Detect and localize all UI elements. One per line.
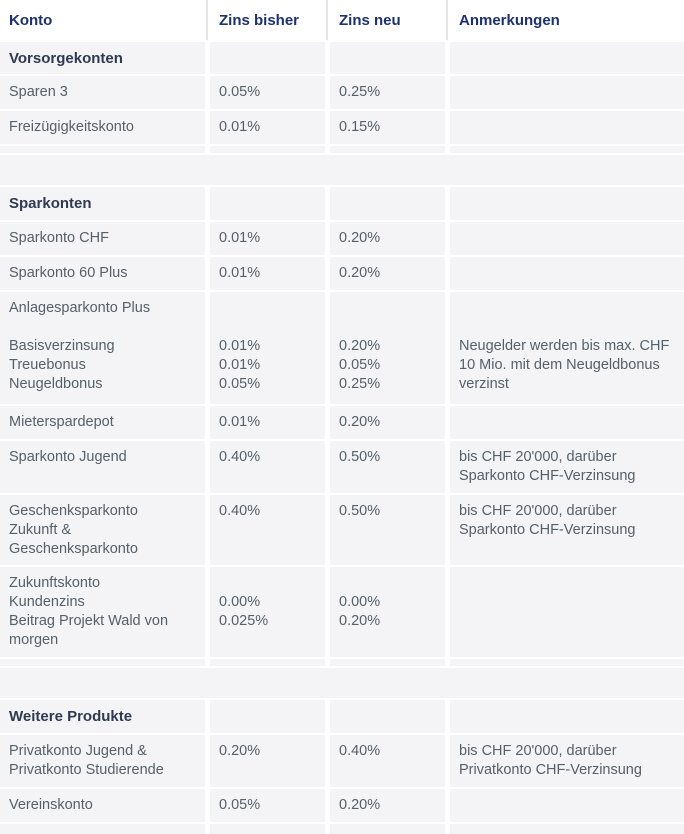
cell-anmerkungen [450,735,684,787]
cell-line: 0.05% [219,376,261,392]
cell-anmerkungen [450,567,684,657]
cell-line: 0.20% [339,613,381,629]
cell-text: 0.05% [219,84,261,100]
table-row [0,76,684,109]
cell-anmerkungen [450,257,684,290]
cell-line: Geschenksparkonto [9,503,138,519]
cell-text: Sparen 3 [9,84,68,100]
cell-line: Zukunftskonto [9,575,101,591]
cell-konto [0,406,205,439]
section-row [0,187,684,220]
cell-line: bis CHF 20'000, darüber [459,503,617,519]
cell-line: 0.20% [339,338,381,354]
cell-zins-neu [330,789,445,822]
cell-anmerkungen [450,789,684,822]
cell-zins-bisher [210,495,325,565]
cell-text: 0.40% [219,503,261,519]
cell-anmerkungen [450,406,684,439]
table-row [0,222,684,255]
cell-line: Zukunft & [9,522,72,538]
cell-text: 0.01% [219,119,261,135]
cell-line: Anlagesparkonto Plus [9,300,151,316]
table-row [0,567,684,657]
cell-anmerkungen [446,0,684,40]
cell-anmerkungen [450,659,684,666]
spacer-cells-row [0,146,684,153]
cell-line: 10 Mio. mit dem Neugeldbonus [459,357,660,373]
cell-anmerkungen [450,111,684,144]
spacer-cells-row [0,659,684,666]
cell-zins-neu [330,292,445,404]
cell-zins-neu [326,0,445,40]
cell-text: Mieterspardepot [9,414,114,430]
cell-line: Kundenzins [9,594,85,610]
cell-text: 0.20% [339,265,381,281]
cell-line: verzinst [459,376,509,392]
cell-zins-neu [330,187,445,220]
cell-zins-neu [330,735,445,787]
header-row [0,0,684,40]
cell-line: Neugelder werden bis max. CHF [459,338,670,354]
spacer-full-row [0,668,684,698]
cell-line: Sparkonto CHF-Verzinsung [459,468,636,484]
cell-line: 0.00% [219,594,261,610]
cell-anmerkungen [450,495,684,565]
cell-text: 0.20% [339,230,381,246]
cell-konto [0,441,205,493]
cell-zins-bisher [210,146,325,153]
cell-konto [0,700,205,733]
cell-zins-bisher [210,824,325,834]
cell-text: Zins bisher [219,11,300,29]
cell-text: Sparkonto Jugend [9,449,127,465]
cell-zins-bisher [210,292,325,404]
cell-konto [0,222,205,255]
section-row [0,700,684,733]
cell-line: Neugeldbonus [9,376,103,392]
cell-konto [0,76,205,109]
cell-zins-bisher [210,789,325,822]
table-row [0,441,684,493]
cell-line: 0.01% [219,338,261,354]
cell-zins-bisher [210,441,325,493]
cell-line [339,318,436,337]
cell-text: 0.20% [219,743,261,759]
cell-konto [0,659,205,666]
cell-text: 0.15% [339,119,381,135]
cell-line [219,574,316,593]
cell-zins-bisher [210,42,325,74]
cell-anmerkungen [450,700,684,733]
cell-text: Sparkonto CHF [9,230,109,246]
cell-line [219,318,316,337]
spacer-cell [0,668,684,698]
cell-text: Freizügigkeitskonto [9,119,134,135]
cell-zins-bisher [210,187,325,220]
cell-line: bis CHF 20'000, darüber [459,743,617,759]
cell-line: bis CHF 20'000, darüber [459,449,617,465]
cell-zins-neu [330,146,445,153]
cell-zins-neu [330,111,445,144]
cell-zins-neu [330,659,445,666]
table-row [0,257,684,290]
cell-text: 0.20% [339,414,381,430]
cell-konto [0,111,205,144]
cell-anmerkungen [450,292,684,404]
cell-anmerkungen [450,441,684,493]
cell-konto [0,735,205,787]
cell-zins-neu [330,700,445,733]
cell-zins-bisher [210,406,325,439]
cell-anmerkungen [450,42,684,74]
cell-line: 0.00% [339,594,381,610]
cell-zins-neu [330,441,445,493]
cell-line [219,299,316,318]
cell-text: Zins neu [339,11,401,29]
table-row [0,789,684,822]
cell-anmerkungen [450,187,684,220]
cell-text: Sparkonto 60 Plus [9,265,128,281]
cell-line: Basisverzinsung [9,338,115,354]
cell-line [459,318,675,337]
cell-line [339,299,436,318]
cell-konto [0,789,205,822]
cell-text: Vereinskonto [9,797,93,813]
cell-konto [0,567,205,657]
cell-zins-neu [330,222,445,255]
cell-zins-neu [330,567,445,657]
cell-konto [0,292,205,404]
table-row [0,111,684,144]
cell-anmerkungen [450,222,684,255]
cell-line: 0.25% [339,376,381,392]
cell-zins-bisher [206,0,325,40]
cell-text: 0.40% [219,449,261,465]
cell-zins-bisher [210,700,325,733]
cell-konto [0,187,205,220]
cell-anmerkungen [450,824,684,834]
table-row [0,292,684,404]
cell-line: Privatkonto Studierende [9,762,164,778]
cell-zins-bisher [210,735,325,787]
cell-zins-bisher [210,222,325,255]
cell-line: Treuebonus [9,357,86,373]
cell-text: Weitere Produkte [9,708,133,725]
cell-line: morgen [9,632,59,648]
cell-line [9,318,196,337]
cell-text: 0.01% [219,414,261,430]
cell-zins-neu [330,406,445,439]
cell-anmerkungen [450,76,684,109]
cell-konto [0,495,205,565]
cell-text: 0.25% [339,84,381,100]
cell-konto [0,257,205,290]
cell-line: Privatkonto Jugend & [9,743,147,759]
spacer-cells-row [0,824,684,834]
cell-zins-bisher [210,111,325,144]
cell-text: Anmerkungen [459,11,560,29]
cell-line: 0.01% [219,357,261,373]
cell-konto [0,824,205,834]
cell-anmerkungen [450,146,684,153]
cell-text: 0.50% [339,449,381,465]
cell-line: 0.05% [339,357,381,373]
cell-text: 0.01% [219,230,261,246]
cell-konto [0,42,205,74]
cell-line: 0.025% [219,613,269,629]
cell-text: Konto [9,11,53,29]
cell-text: 0.40% [339,743,381,759]
cell-line [459,299,675,318]
cell-zins-bisher [210,257,325,290]
table-row [0,735,684,787]
cell-line [339,574,436,593]
cell-text: Sparkonten [9,195,92,212]
cell-text: Vorsorgekonten [9,49,123,67]
table-row [0,406,684,439]
cell-text: 0.50% [339,503,381,519]
cell-line: Sparkonto CHF-Verzinsung [459,522,636,538]
cell-zins-neu [330,257,445,290]
cell-zins-neu [330,495,445,565]
cell-zins-neu [330,76,445,109]
cell-zins-bisher [210,76,325,109]
table-row [0,495,684,565]
cell-line: Beitrag Projekt Wald von [9,613,169,629]
cell-text: 0.05% [219,797,261,813]
spacer-full-row [0,155,684,185]
cell-konto [0,146,205,153]
spacer-cell [0,155,684,185]
cell-text: 0.01% [219,265,261,281]
cell-zins-neu [330,42,445,74]
cell-zins-neu [330,824,445,834]
cell-konto [0,0,205,40]
cell-zins-bisher [210,567,325,657]
section-row [0,42,684,74]
cell-line: Privatkonto CHF-Verzinsung [459,762,642,778]
cell-zins-bisher [210,659,325,666]
cell-text: 0.20% [339,797,381,813]
cell-line: Geschenksparkonto [9,541,138,557]
